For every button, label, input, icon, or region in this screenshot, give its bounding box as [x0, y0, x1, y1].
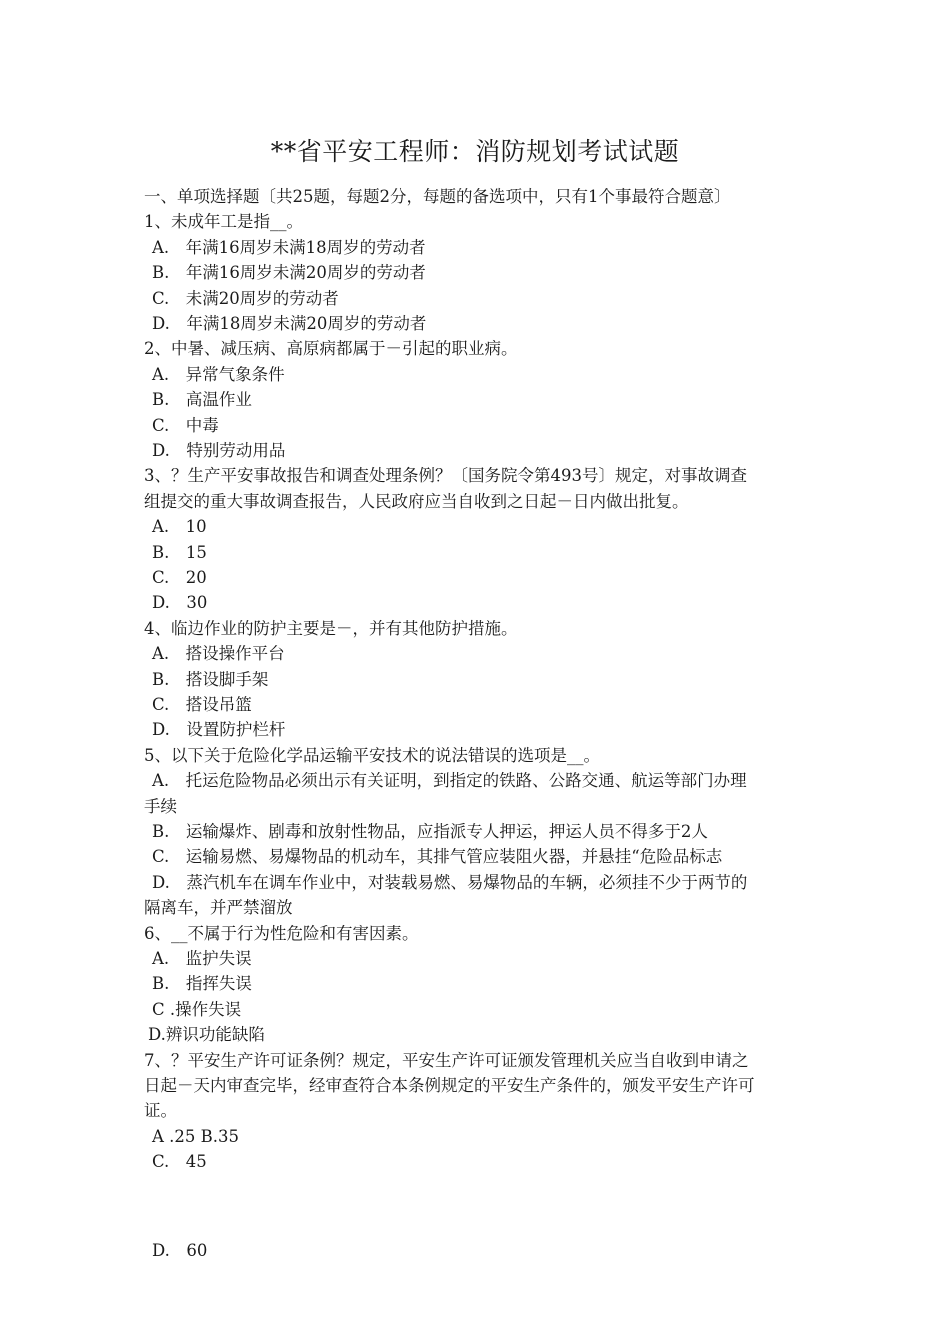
question-4-stem: 4、临边作业的防护主要是－，并有其他防护措施。	[144, 619, 518, 638]
question-5-option-b: B. 运输爆炸、剧毒和放射性物品，应指派专人押运，押运人员不得多于2人	[152, 822, 708, 841]
question-7-option-c: C. 45	[152, 1152, 207, 1171]
question-4-option-b: B. 搭设脚手架	[152, 670, 269, 689]
question-1-option-a: A. 年满16周岁未满18周岁的劳动者	[152, 238, 426, 257]
question-2-stem: 2、中暑、减压病、高原病都属于－引起的职业病。	[144, 339, 518, 358]
question-4-option-c: C. 搭设吊篮	[152, 695, 252, 714]
question-2-option-a: A. 异常气象条件	[152, 365, 285, 384]
question-1-option-d: D. 年满18周岁未满20周岁的劳动者	[152, 314, 427, 333]
question-7-stem-line-1: 7、？平安生产许可证条例？规定，平安生产许可证颁发管理机关应当自收到申请之	[144, 1051, 749, 1070]
question-5-option-d-line-1: D. 蒸汽机车在调车作业中，对装载易燃、易爆物品的车辆，必须挂不少于两节的	[152, 873, 748, 892]
question-3-stem-line-1: 3、？生产平安事故报告和调查处理条例？〔国务院令第493号〕规定，对事故调查	[144, 466, 747, 485]
question-5-stem: 5、以下关于危险化学品运输平安技术的说法错误的选项是__。	[144, 746, 600, 765]
question-7-option-a-b: A .25 B.35	[152, 1127, 240, 1146]
question-7-stem-line-2: 日起－天内审查完毕，经审查符合本条例规定的平安生产条件的，颁发平安生产许可	[144, 1076, 755, 1095]
question-2-option-c: C. 中毒	[152, 416, 219, 435]
question-7-stem-line-3: 证。	[144, 1101, 177, 1120]
question-3-option-c: C. 20	[152, 568, 207, 587]
question-6-option-a: A. 监护失误	[152, 949, 252, 968]
question-2-option-d: D. 特别劳动用品	[152, 441, 286, 460]
question-6-option-b: B. 指挥失误	[152, 974, 252, 993]
question-3-option-d: D. 30	[152, 593, 208, 612]
question-3-option-b: B. 15	[152, 543, 207, 562]
question-5-option-a-line-1: A. 托运危险物品必须出示有关证明，到指定的铁路、公路交通、航运等部门办理	[152, 771, 747, 790]
question-7-option-d: D. 60	[152, 1241, 208, 1260]
question-5-option-d-line-2: 隔离车，并严禁溜放	[144, 898, 293, 917]
question-1-option-c: C. 未满20周岁的劳动者	[152, 289, 339, 308]
document-title: **省平安工程师：消防规划考试试题	[270, 137, 680, 166]
question-6-option-c: C .操作失误	[152, 1000, 242, 1019]
question-1-stem: 1、未成年工是指__。	[144, 212, 303, 231]
question-5-option-c: C. 运输易燃、易爆物品的机动车，其排气管应装阻火器，并悬挂“危险品标志	[152, 847, 723, 866]
question-1-option-b: B. 年满16周岁未满20周岁的劳动者	[152, 263, 426, 282]
question-4-option-d: D. 设置防护栏杆	[152, 720, 286, 739]
question-3-option-a: A. 10	[152, 517, 207, 536]
question-5-option-a-line-2: 手续	[144, 797, 177, 816]
question-3-stem-line-2: 组提交的重大事故调查报告，人民政府应当自收到之日起－日内做出批复。	[144, 492, 689, 511]
question-6-stem: 6、__不属于行为性危险和有害因素。	[144, 924, 419, 943]
section-heading: 一、单项选择题〔共25题，每题2分，每题的备选项中，只有1个事最符合题意〕	[144, 187, 731, 206]
question-4-option-a: A. 搭设操作平台	[152, 644, 285, 663]
question-2-option-b: B. 高温作业	[152, 390, 252, 409]
question-6-option-d: D.辨识功能缺陷	[148, 1025, 265, 1044]
